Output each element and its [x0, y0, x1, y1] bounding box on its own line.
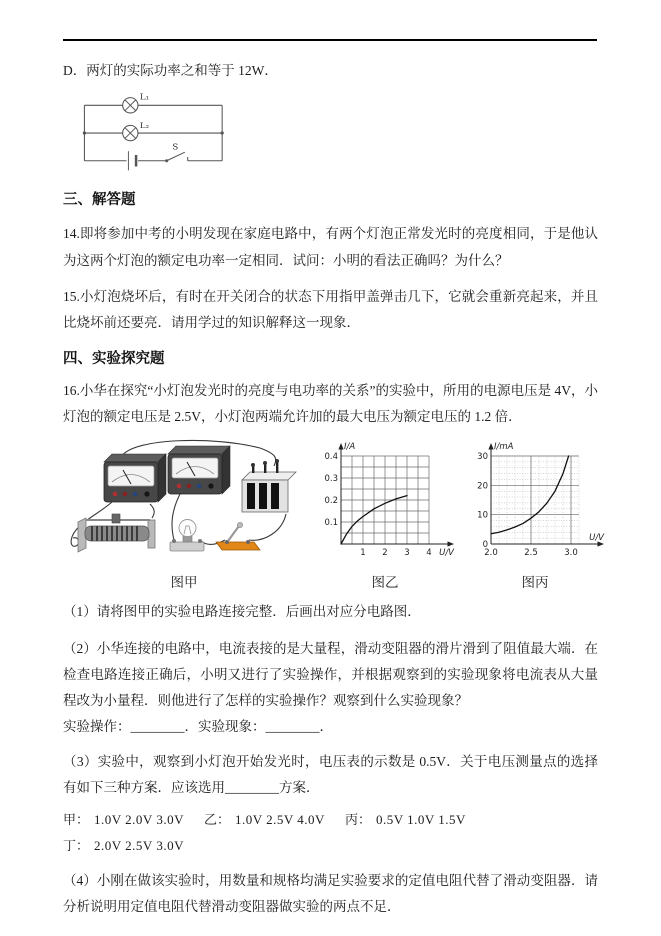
plan-yi — [204, 807, 325, 832]
parallel-circuit-diagram — [67, 90, 252, 178]
option-d-text: D．两灯的实际功率之和等于 12W． — [63, 63, 278, 78]
voltage-plan-options — [63, 807, 598, 858]
svg-text:2.0: 2.0 — [484, 548, 498, 559]
lamp2-symbol — [123, 126, 138, 141]
plan-yi-values: 1.0V 2.5V 4.0V — [234, 812, 325, 828]
svg-text:0.3: 0.3 — [324, 474, 338, 485]
plan-yi-label: 乙： — [203, 812, 230, 828]
plan-ding — [63, 833, 184, 858]
figure-bing — [465, 440, 605, 591]
svg-text:I/A: I/A — [344, 442, 356, 453]
question-16-4: （4）小刚在做该实验时，用数量和规格均满足实验要求的定值电阻代替了滑动变阻器．请分析说明用定值电阻代替滑动变阻器做实验的两点不足． — [63, 873, 598, 915]
plan-ding-values: 2.0V 2.5V 3.0V — [94, 837, 184, 853]
svg-text:0.4: 0.4 — [324, 452, 338, 463]
plan-bing-values: 0.5V 1.0V 1.5V — [375, 812, 466, 828]
question-16-3: （3）实验中，观察到小灯泡开始发光时，电压表的示数是 0.5V．关于电压测量点的选择有如下三种方案．应该选用________方案． — [63, 753, 598, 796]
header-divider — [63, 39, 597, 41]
svg-text:30: 30 — [477, 452, 488, 463]
question-16-1: （1）请将图甲的实验电路连接完整．后画出对应分电路图． — [63, 604, 421, 620]
section-3-title: 三、解答题 — [63, 192, 136, 209]
question-14: 14.即将参加中考的小明发现在家庭电路中，有两个灯泡正常发光时的亮度相同，于是他认为这两个灯泡的额定电功率一定相同．试问：小明的看法正确吗？为什么？ — [63, 226, 598, 268]
switch-label: S — [172, 142, 179, 153]
svg-text:I/mA: I/mA — [494, 442, 514, 453]
battery-symbol — [128, 152, 136, 171]
svg-text:0: 0 — [482, 540, 488, 551]
voltmeter-illustration — [168, 446, 230, 494]
lamp-illustration — [170, 520, 204, 552]
ammeter-illustration — [104, 454, 166, 502]
figure-bing-caption: 图丙 — [521, 575, 549, 591]
figure-yi — [315, 440, 455, 591]
svg-text:U/V: U/V — [589, 533, 604, 544]
figure-row — [63, 436, 604, 591]
plan-jia-values: 1.0V 2.0V 3.0V — [94, 812, 184, 828]
junction-dot-right — [221, 132, 224, 135]
svg-text:2: 2 — [382, 548, 388, 559]
question-16-intro: 16.小华在探究“小灯泡发光时的亮度与电功率的关系”的实验中，所用的电源电压是 4V，小灯泡的额定电压是 2.5V，小灯泡两端允许加的最大电压为额定电压的 1.2 倍． — [63, 382, 598, 424]
svg-text:3: 3 — [404, 548, 410, 559]
iu-graph-bing — [465, 440, 605, 569]
svg-text:0.1: 0.1 — [324, 518, 338, 529]
plan-ding-label: 丁： — [63, 837, 90, 853]
question-15: 15.小灯泡烧坏后，有时在开关闭合的状态下用指甲盖弹击几下，它就会重新亮起来，并且比烧坏前还要亮．请用学过的知识解释这一现象． — [63, 288, 598, 331]
lamp2-label: L₂ — [139, 121, 150, 132]
plan-bing — [345, 807, 466, 832]
section-4-title: 四、实验探究题 — [63, 350, 165, 367]
figure-yi-caption: 图乙 — [371, 575, 399, 591]
svg-text:10: 10 — [477, 510, 488, 521]
iu-graph-yi — [315, 440, 455, 569]
svg-text:0.2: 0.2 — [324, 496, 338, 507]
svg-text:2.5: 2.5 — [524, 548, 538, 559]
worksheet-content — [63, 54, 604, 921]
switch-illustration — [216, 523, 260, 551]
figure-jia — [63, 436, 305, 591]
question-16-2: （2）小华连接的电路中，电流表接的是大量程，滑动变阻器的滑片滑到了阻值最大端．在检查电路连接正确后，小明又进行了实验操作，并根据观察到的实验现象将电流表从大量程改为小量程．则他进行了怎样的实验操作？观察到什么实验现象？ — [63, 640, 598, 709]
svg-text:3.0: 3.0 — [564, 548, 578, 559]
svg-text:20: 20 — [477, 481, 488, 492]
experiment-setup-illustration — [63, 436, 305, 564]
figure-jia-caption: 图甲 — [170, 575, 198, 591]
svg-text:U/V: U/V — [439, 548, 454, 559]
svg-text:1: 1 — [360, 548, 366, 559]
battery-illustration — [242, 459, 296, 512]
lamp1-label: L₁ — [139, 92, 150, 103]
plan-jia-label: 甲： — [63, 812, 90, 828]
junction-dot-left — [83, 132, 86, 135]
rheostat-illustration — [78, 514, 155, 552]
switch-symbol — [165, 152, 188, 162]
plan-jia — [63, 807, 184, 832]
lamp1-symbol — [123, 98, 138, 113]
plan-bing-label: 丙： — [344, 812, 371, 828]
question-16-2-answer-blanks: 实验操作：________．实验现象：________． — [63, 719, 333, 735]
svg-text:4: 4 — [426, 548, 432, 559]
